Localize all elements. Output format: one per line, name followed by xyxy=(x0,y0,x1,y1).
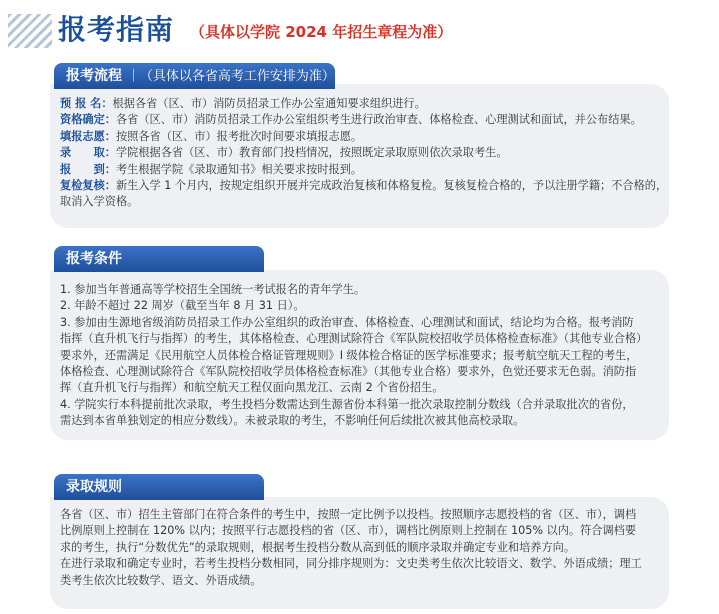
condition-line: 1. 参加当年普通高等学校招生全国统一考试报名的青年学生。 xyxy=(60,283,366,296)
condition-line: 指挥（直升机飞行与指挥）的考生，其体格检查、心理测试除符合《军队院校招收学员体格检查标准》（其他专业合格） xyxy=(60,332,648,346)
process-item-label: 报 到： xyxy=(60,162,116,176)
header-stripes-decoration xyxy=(8,14,52,48)
process-item-label: 预 报 名： xyxy=(60,97,113,110)
process-item-label: 录 取： xyxy=(60,146,116,160)
rule-line: 求的考生，执行“分数优先”的录取规则，根据考生投档分数从高到低的顺序录取并确定专业和培养方向。 xyxy=(60,540,576,554)
process-item-report xyxy=(60,162,659,178)
process-item-admission xyxy=(60,145,659,161)
process-item-qualification xyxy=(60,112,659,128)
process-item-label: 填报志愿： xyxy=(60,129,116,143)
page-subtitle: （具体以学院 2024 年招生章程为准） xyxy=(190,23,453,41)
section-tab-rules-label: 录取规则 xyxy=(66,479,122,495)
process-item-label: 复检复核： xyxy=(60,179,116,193)
process-item-label: 资格确定： xyxy=(60,113,116,127)
condition-line: 要求外，还需满足《民用航空人员体检合格证管理规则》I 级体检合格证的医学标准要求；报考航空航天工程的考生， xyxy=(60,348,638,362)
section-tab-process-note: ｜（具体以各省高考工作安排为准） xyxy=(126,69,335,84)
process-item-recheck-continued xyxy=(60,194,659,210)
process-item-text-continued: 取消入学资格。 xyxy=(60,195,139,209)
section-box-process xyxy=(50,84,669,228)
section-box-rules xyxy=(50,497,669,609)
process-item-text: 按照各省（区、市）报考批次时间要求填报志愿。 xyxy=(115,129,363,143)
section-tab-process-label: 报考流程 xyxy=(66,68,122,84)
process-item-text: 学院根据各省（区、市）教育部门投档情况，按照既定录取原则依次录取考生。 xyxy=(115,146,508,160)
page-title: 报考指南 xyxy=(58,13,175,46)
process-item-recheck xyxy=(60,178,668,194)
process-item-application xyxy=(60,129,659,145)
condition-line: 4. 学院实行本科提前批次录取，考生投档分数需达到生源省份本科第一批次录取控制分数线（合并录取批次的省份， xyxy=(60,397,634,411)
section-tab-process xyxy=(54,63,335,89)
rule-line: 各省（区、市）招生主管部门在符合条件的考生中，按照一定比例予以投档。按照顺序志愿投档的省（区、市），调档 xyxy=(60,508,637,521)
condition-line: 挥（直升机飞行与指挥）和航空航天工程仅面向黑龙江、云南 2 个省份招生。 xyxy=(60,381,444,395)
section-box-conditions xyxy=(50,270,669,440)
process-item-text: 根据各省（区、市）消防员招录工作办公室通知要求组织进行。 xyxy=(112,97,426,110)
section-tab-conditions xyxy=(54,246,264,272)
process-item-text: 考生根据学院《录取通知书》相关要求按时报到。 xyxy=(115,162,363,176)
condition-line: 需达到本省单独划定的相应分数线）。未被录取的考生，不影响任何后续批次被其他高校录取。 xyxy=(60,414,525,428)
section-tab-rules xyxy=(54,474,264,500)
rule-line: 在进行录取和确定专业时，若考生投档分数相同，同分排序规则为：文史类考生依次比较语文、数学、外语成绩；理工 xyxy=(60,557,642,571)
process-item-text: 新生入学 1 个月内，按规定组织开展并完成政治复核和体格复检。复核复检合格的，予以注册学籍；不合格的， xyxy=(115,179,668,193)
process-item-text: 各省（区、市）消防员招录工作办公室组织考生进行政治审查、体格检查、心理测试和面试，并公布结果。 xyxy=(115,113,642,127)
rule-line: 类考生依次比较数学、语文、外语成绩。 xyxy=(60,573,262,587)
rule-line: 比例原则上控制在 120% 以内；按照平行志愿投档的省（区、市），调档比例原则上控制在 105% 以内。符合调档要 xyxy=(60,524,637,538)
condition-line: 3. 参加由生源地省级消防员招录工作办公室组织的政治审查、体格检查、心理测试和面试，结论均为合格。报考消防 xyxy=(60,315,634,329)
condition-line: 体格检查、心理测试除符合《军队院校招收学员体格检查标准》（其他专业合格）要求外，色觉还要求无色弱。消防指 xyxy=(60,365,637,379)
process-item-preregister xyxy=(60,96,659,112)
section-tab-conditions-label: 报考条件 xyxy=(66,251,122,267)
condition-line: 2. 年龄不超过 22 周岁（截至当年 8 月 31 日）。 xyxy=(60,299,305,313)
